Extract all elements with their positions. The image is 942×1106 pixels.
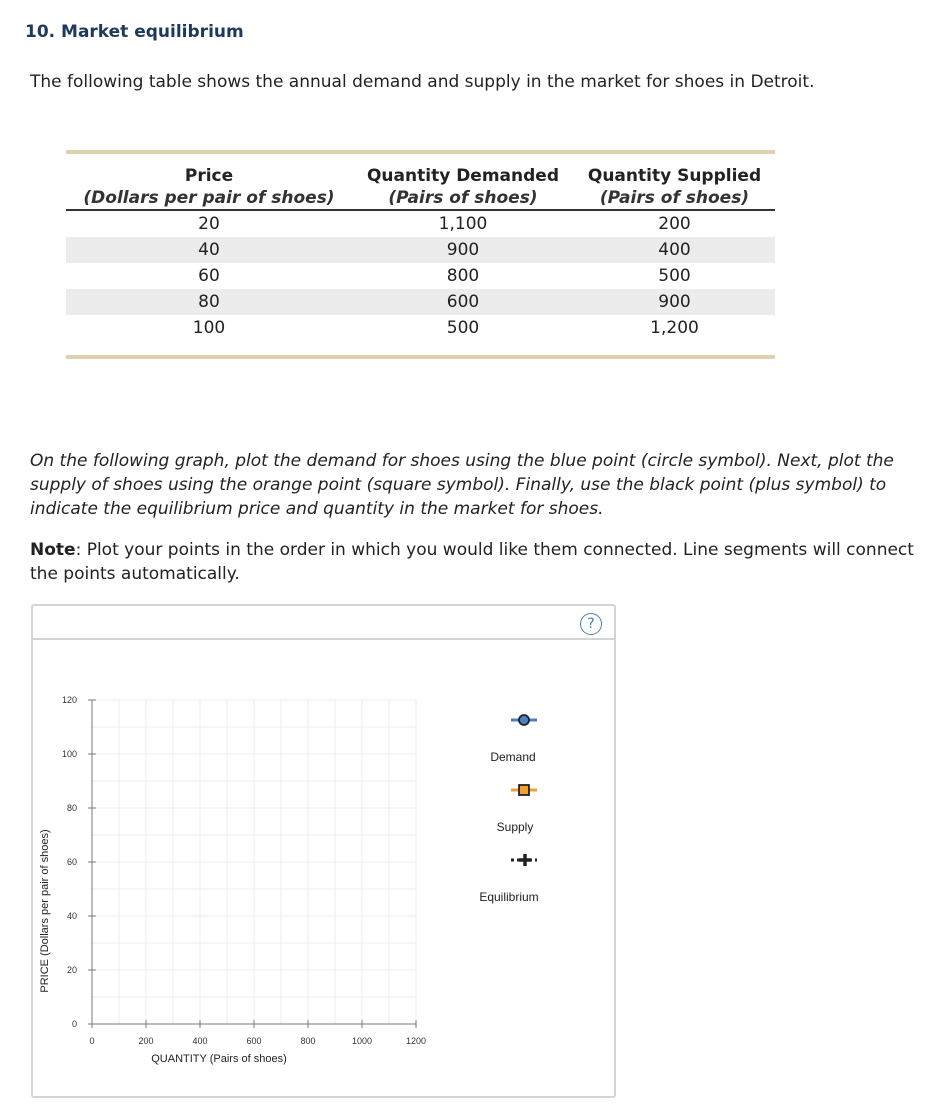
y-tick-label: 100 [61, 749, 77, 759]
x-axis-label: QUANTITY (Pairs of shoes) [151, 1053, 287, 1065]
x-tick-label: 400 [192, 1036, 208, 1046]
circle-point-icon [519, 715, 529, 725]
price-cell: 100 [192, 318, 226, 338]
price-cell: 40 [66, 237, 352, 263]
quantity-supplied-cell: 1,200 [650, 318, 699, 338]
graph-panel [31, 604, 616, 1098]
quantity-demanded-cell: 1,100 [438, 214, 488, 234]
y-tick-label: 0 [71, 1019, 77, 1029]
quantity-demanded-cell: 500 [446, 318, 480, 338]
equilibrium-tool-label: Equilibrium [479, 890, 539, 904]
price-header-title: Price [184, 166, 234, 186]
table-row [66, 263, 775, 289]
quantity-supplied-header [574, 154, 775, 210]
graph-canvas[interactable] [33, 640, 614, 1094]
table-row [66, 289, 775, 315]
demand-tool-label: Demand [490, 750, 536, 764]
price-cell: 60 [198, 266, 220, 286]
supply-tool[interactable] [497, 785, 537, 834]
note-label: Note [30, 540, 76, 560]
price-header [66, 154, 352, 210]
question-heading: 10. Market equilibrium [25, 22, 244, 42]
quantity-supplied-cell: 400 [574, 237, 775, 263]
graph-instructions: On the following graph, plot the demand for shoes using the blue point (circle symbol). Next, plot the supply of shoes using the orange point (square symbol). Finally, use the black point (plus symbol) to indicate the equilibrium price and quantity in the market for shoes. [30, 451, 894, 519]
table-row [66, 210, 775, 237]
grid [92, 700, 416, 1024]
demand-tool[interactable] [490, 715, 537, 764]
graph-toolbar [33, 606, 614, 640]
quantity-supplied-cell: 500 [658, 266, 691, 286]
x-tick-label: 200 [138, 1036, 154, 1046]
table-row [66, 237, 775, 263]
supply-tool-label: Supply [496, 820, 534, 834]
x-tick-label: 0 [89, 1036, 95, 1046]
price-cell: 20 [198, 214, 220, 234]
graph-note [30, 538, 925, 586]
quantity-demanded-cell: 900 [352, 237, 574, 263]
question-intro: The following table shows the annual demand and supply in the market for shoes in Detroit. [30, 72, 815, 92]
price-header-unit: (Dollars per pair of shoes) [83, 188, 335, 208]
y-tick-label: 120 [61, 695, 77, 705]
quantity-demanded-cell: 600 [352, 289, 574, 315]
quantity-demanded-cell: 800 [446, 266, 480, 286]
note-text: : Plot your points in the order in which you would like them connected. Line segments will connect the points automatically. [30, 540, 914, 584]
x-tick-label: 800 [300, 1036, 316, 1046]
y-tick-label: 60 [66, 857, 77, 867]
demand-supply-table [66, 150, 775, 359]
plus-point-icon [519, 854, 531, 866]
y-tick-label: 40 [66, 911, 77, 921]
quantity-supplied-header-title: Quantity Supplied [587, 166, 762, 186]
equilibrium-tool[interactable] [479, 854, 538, 904]
axes [62, 695, 426, 1046]
help-icon[interactable]: ? [580, 613, 602, 635]
square-point-icon [519, 785, 529, 795]
price-cell: 80 [66, 289, 352, 315]
table-bottom-rule [66, 355, 775, 359]
quantity-supplied-cell: 900 [574, 289, 775, 315]
x-tick-label: 1000 [351, 1036, 373, 1046]
x-tick-label: 1200 [405, 1036, 427, 1046]
y-tick-label: 20 [66, 965, 77, 975]
quantity-demanded-header-title: Quantity Demanded [366, 166, 559, 186]
quantity-supplied-header-unit: (Pairs of shoes) [599, 188, 750, 208]
quantity-supplied-cell: 200 [658, 214, 691, 234]
quantity-demanded-header [352, 154, 574, 210]
y-tick-label: 80 [66, 803, 77, 813]
quantity-demanded-header-unit: (Pairs of shoes) [388, 188, 538, 208]
y-axis-label: PRICE (Dollars per pair of shoes) [39, 829, 51, 993]
table-row [66, 315, 775, 341]
x-tick-label: 600 [246, 1036, 262, 1046]
